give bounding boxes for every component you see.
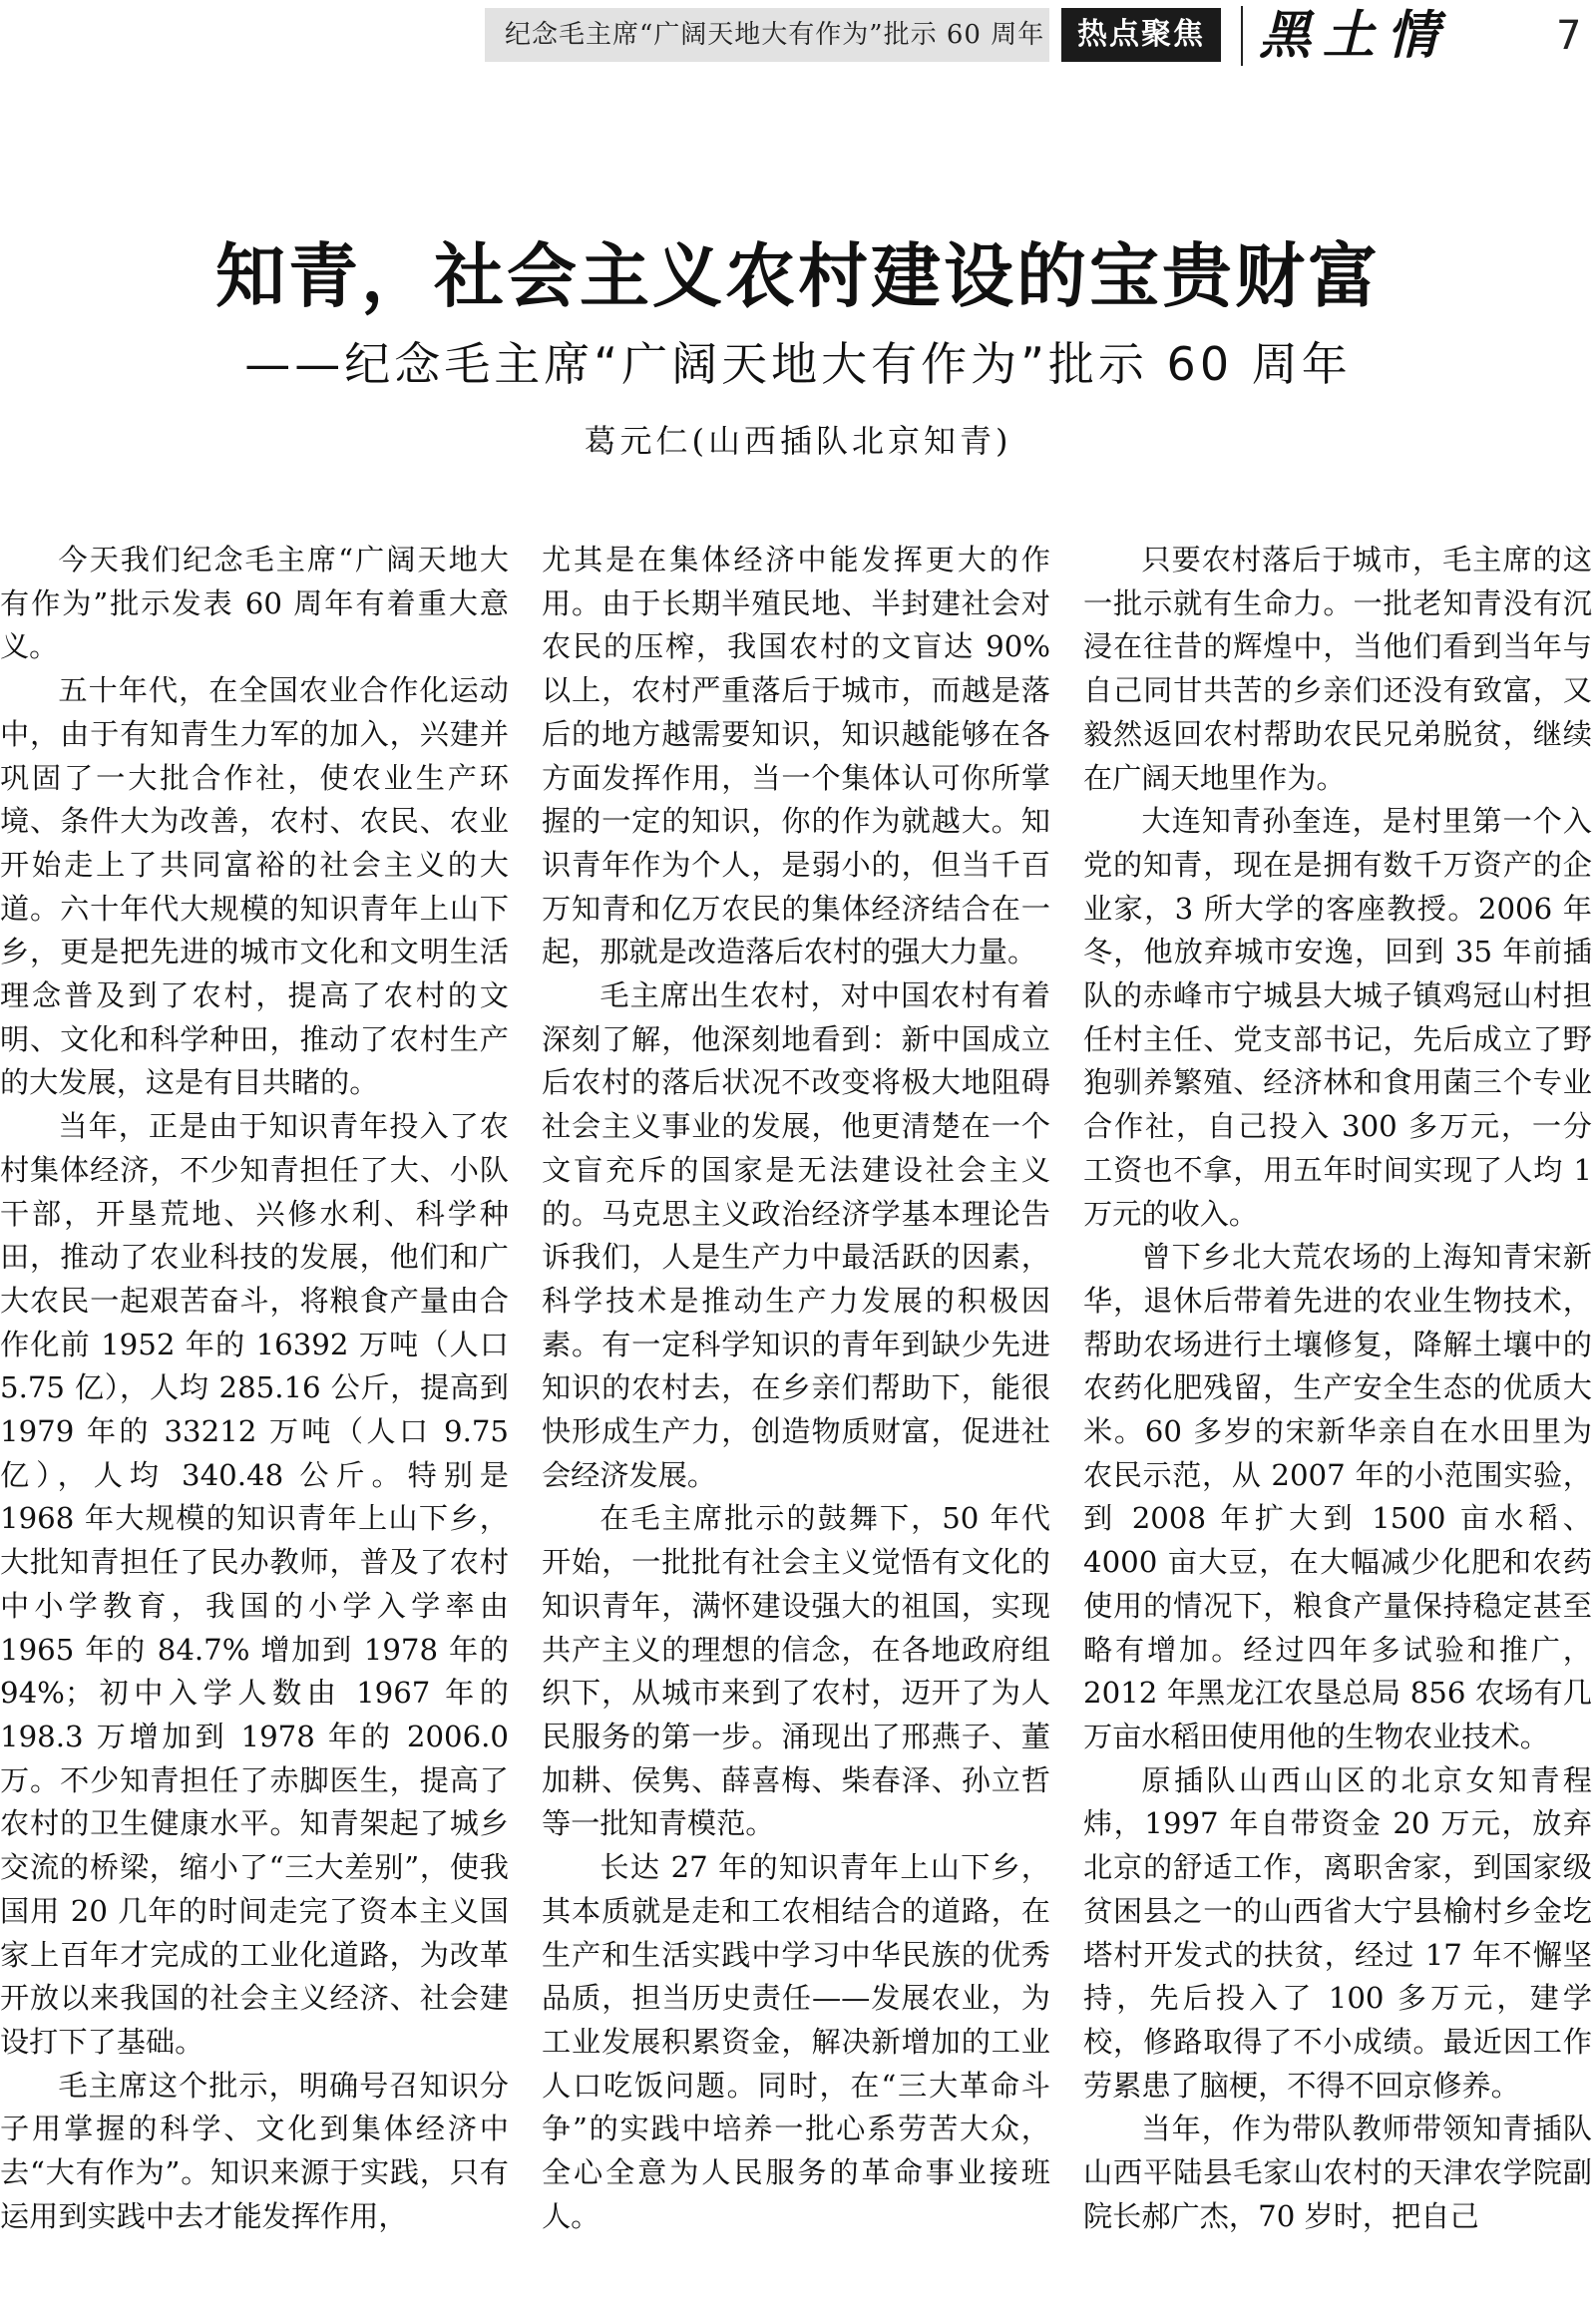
series-banner: 纪念毛主席“广阔天地大有作为”批示 60 周年 bbox=[485, 8, 1049, 62]
paragraph: 曾下乡北大荒农场的上海知青宋新华，退休后带着先进的农业生物技术，帮助农场进行土壤修复，降解土壤中的农药化肥残留，生产安全生态的优质大米。60 多岁的宋新华亲自在水田里为农民示范，从 2007 年的小范围实验，到 2008 年扩大到 1500 亩水稻、4000 亩大豆，在大幅减少化肥和农药使用的情况下，粮食产量保持稳定甚至略有增加。经过四年多试验和推广，2012 年黑龙江农垦总局 856 农场有几万亩水稻田使用他的生物农业技术。 bbox=[1083, 1240, 1592, 1753]
article-subtitle: ——纪念毛主席“广阔天地大有作为”批示 60 周年 bbox=[244, 337, 1352, 391]
article-title: 知青，社会主义农村建设的宝贵财富 bbox=[215, 235, 1381, 317]
paragraph: 当年，作为带队教师带领知青插队山西平陆县毛家山农村的天津农学院副院长郝广杰，70 岁时，把自己 bbox=[1083, 2112, 1592, 2233]
paragraph-continued: 尤其是在集体经济中能发挥更大的作用。由于长期半殖民地、半封建社会对农民的压榨，我国农村的文盲达 90% 以上，农村严重落后于城市，而越是落后的地方越需要知识，知识越能够在各方面发挥作用，当一个集体认可你所掌握的一定的知识，你的作为就越大。知识青年作为个人，是弱小的，但当千百万知青和亿万农民的集体经济结合在一起，那就是改造落后农村的强大力量。 bbox=[542, 543, 1050, 969]
paragraph: 当年，正是由于知识青年投入了农村集体经济，不少知青担任了大、小队干部，开垦荒地、兴修水利、科学种田，推动了农业科技的发展，他们和广大农民一起艰苦奋斗，将粮食产量由合作化前 1952 年的 16392 万吨（人口 5.75 亿），人均 285.16 公斤，提高到 1979 年的 33212 万吨（人口 9.75 亿），人均 340.48 公斤。特别是 1968 年大规模的知识青年上山下乡，大批知青担任了民办教师，普及了农村中小学教育，我国的小学入学率由 1965 年的 84.7% 增加到 1978 年的 94%；初中入学人数由 1967 年的 198.3 万增加到 1978 年的 2006.0 万。不少知青担任了赤脚医生，提高了农村的卫生健康水平。知青架起了城乡交流的桥梁，缩小了“三大差别”，使我国用 20 几年的时间走完了资本主义国家上百年才完成的工业化道路，为改革开放以来我国的社会主义经济、社会建设打下了基础。 bbox=[0, 1109, 509, 2059]
paragraph: 毛主席这个批示，明确号召知识分子用掌握的科学、文化到集体经济中去“大有作为”。知识来源于实践，只有运用到实践中去才能发挥作用， bbox=[0, 2068, 509, 2233]
paragraph: 今天我们纪念毛主席“广阔天地大有作为”批示发表 60 周年有着重大意义。 bbox=[0, 543, 509, 664]
paragraph: 大连知青孙奎连，是村里第一个入党的知青，现在是拥有数千万资产的企业家，3 所大学的客座教授。2006 年冬，他放弃城市安逸，回到 35 年前插队的赤峰市宁城县大城子镇鸡冠山村担任村主任、党支部书记，先后成立了野狍驯养繁殖、经济林和食用菌三个专业合作社，自己投入 300 多万元，一分工资也不拿，用五年时间实现了人均 1 万元的收入。 bbox=[1083, 804, 1592, 1231]
body-column-2 bbox=[542, 539, 1050, 2304]
paragraph: 长达 27 年的知识青年上山下乡，其本质就是走和工农相结合的道路，在生产和生活实践中学习中华民族的优秀品质，担当历史责任——发展农业，为工业发展积累资金，解决新增加的工业人口吃饭问题。同时，在“三大革命斗争”的实践中培养一批心系劳苦大众，全心全意为人民服务的革命事业接班人。 bbox=[542, 1850, 1050, 2233]
page-number: 7 bbox=[1556, 13, 1582, 59]
page-header bbox=[0, 0, 1596, 88]
magazine-name: 黑土情 bbox=[1259, 5, 1451, 66]
section-label: 热点聚焦 bbox=[1061, 8, 1221, 62]
paragraph: 在毛主席批示的鼓舞下，50 年代开始，一批批有社会主义觉悟有文化的知识青年，满怀建设强大的祖国，实现共产主义的理想的信念，在各地政府组织下，从城市来到了农村，迈开了为人民服务的第一步。涌现出了邢燕子、董加耕、侯隽、薛喜梅、柴春泽、孙立哲等一批知青模范。 bbox=[542, 1501, 1050, 1841]
paragraph: 原插队山西山区的北京女知青程炜，1997 年自带资金 20 万元，放弃北京的舒适工作，离职舍家，到国家级贫困县之一的山西省大宁县榆村乡金圪塔村开发式的扶贫，经过 17 年不懈坚持，先后投入了 100 多万元，建学校，修路取得了不小成绩。最近因工作劳累患了脑梗，不得不回京修养。 bbox=[1083, 1762, 1592, 2103]
paragraph: 只要农村落后于城市，毛主席的这一批示就有生命力。一批老知青没有沉浸在往昔的辉煌中，当他们看到当年与自己同甘共苦的乡亲们还没有致富，又毅然返回农村帮助农民兄弟脱贫，继续在广阔天地里作为。 bbox=[1083, 543, 1592, 795]
body-column-1 bbox=[0, 539, 509, 2304]
paragraph: 毛主席出生农村，对中国农村有着深刻了解，他深刻地看到：新中国成立后农村的落后状况不改变将极大地阻碍社会主义事业的发展，他更清楚在一个文盲充斥的国家是无法建设社会主义的。马克思主义政治经济学基本理论告诉我们，人是生产力中最活跃的因素，科学技术是推动生产力发展的积极因素。有一定科学知识的青年到缺少先进知识的农村去，在乡亲们帮助下，能很快形成生产力，创造物质财富，促进社会经济发展。 bbox=[542, 978, 1050, 1492]
article-author: 葛元仁(山西插队北京知青) bbox=[584, 422, 1012, 460]
paragraph: 五十年代，在全国农业合作化运动中，由于有知青生力军的加入，兴建并巩固了一大批合作社，使农业生产环境、条件大为改善，农村、农民、农业开始走上了共同富裕的社会主义的大道。六十年代大规模的知识青年上山下乡，更是把先进的城市文化和文明生活理念普及到了农村，提高了农村的文明、文化和科学种田，推动了农村生产的大发展，这是有目共睹的。 bbox=[0, 673, 509, 1100]
body-column-3 bbox=[1083, 539, 1592, 2304]
header-divider bbox=[1241, 6, 1243, 66]
